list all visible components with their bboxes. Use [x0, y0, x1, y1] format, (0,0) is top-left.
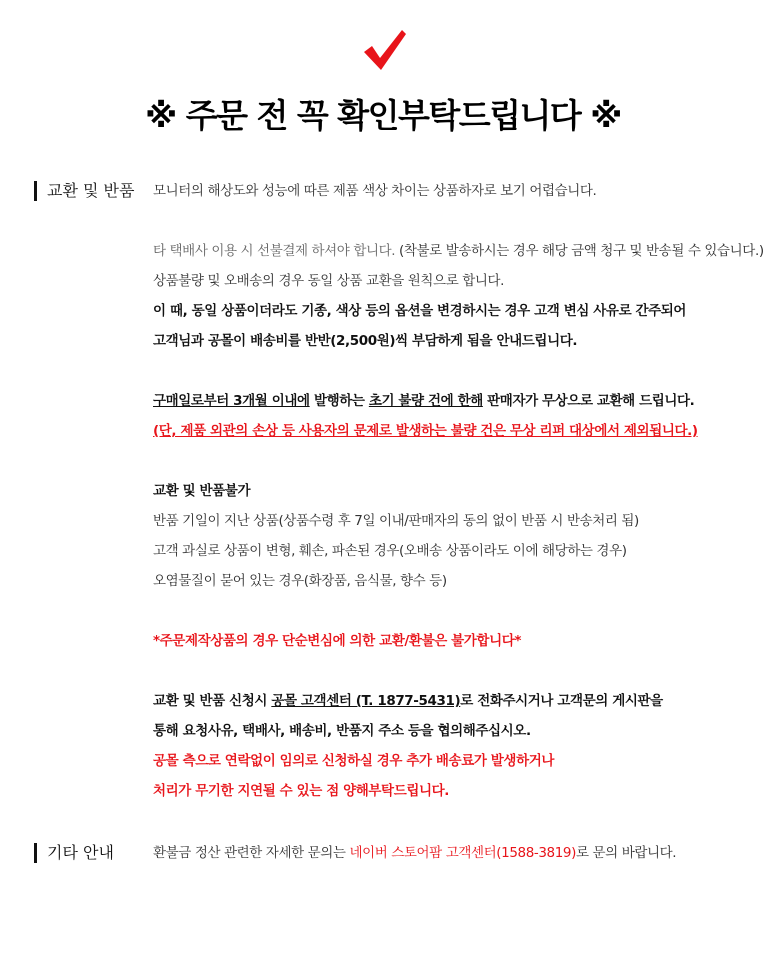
check-icon	[362, 28, 408, 74]
defect-line	[153, 386, 753, 416]
apply-intro: 교환 및 반품 신청시	[153, 693, 272, 709]
warning-line-2: 처리가 무기한 지연될 수 있는 점 양해부탁드립니다.	[153, 783, 449, 799]
exchange-content	[153, 176, 764, 806]
other-info-intro: 환불금 정산 관련한 자세한 문의는	[153, 845, 350, 861]
page-title: ※ 주문 전 꼭 확인부탁드립니다 ※	[145, 96, 621, 135]
shipping-line-2: 상품불량 및 오배송의 경우 동일 상품 교환을 원칙으로 합니다.	[153, 273, 505, 289]
defect-period: 구매일로부터 3개월 이내에	[153, 393, 310, 409]
option-line-2: 고객님과 공몰이 배송비를 반반(2,500원)씩 부담하게 됨을 안내드립니다.	[153, 333, 578, 349]
customer-center-phone: 공몰 고객센터 (T. 1877-5431)	[271, 693, 461, 709]
apply-method: 로 전화주시거나 고객문의 게시판을	[460, 693, 663, 709]
unavailable-item-1: 반품 기일이 지난 상품(상품수령 후 7일 이내/판매자의 동의 없이 반품 시 반송처리 됨)	[153, 513, 639, 529]
storefarm-customer-center: 네이버 스토어팜 고객센터(1588-3819)	[349, 845, 576, 861]
warning-line-1: 공몰 측으로 연락없이 임의로 신청하실 경우 추가 배송료가 발생하거나	[153, 753, 554, 769]
intro-text: 모니터의 해상도와 성능에 따른 제품 색상 차이는 상품하자로 보기 어렵습니다.	[153, 183, 597, 199]
other-info-outro: 로 문의 바랍니다.	[576, 845, 677, 861]
other-content	[153, 838, 753, 868]
unavailable-item-3: 오염물질이 묻어 있는 경우(화장품, 음식물, 향수 등)	[153, 573, 447, 589]
defect-connector: 발행하는	[309, 393, 369, 409]
apply-line-1	[153, 686, 753, 716]
shipping-line-1	[153, 236, 764, 266]
unavailable-item-2: 고객 과실로 상품이 변형, 훼손, 파손된 경우(오배송 상품이라도 이에 해당하는 경우)	[153, 543, 627, 559]
option-line-1: 이 때, 동일 상품이더라도 기종, 색상 등의 옵션을 변경하시는 경우 고객 변심 사유로 간주되어	[153, 303, 687, 319]
shipping-text: 타 택배사 이용 시 선불결제 하셔야 합니다.	[153, 243, 396, 259]
defect-policy: 판매자가 무상으로 교환해 드립니다.	[482, 393, 695, 409]
section-label-exchange: 교환 및 반품	[34, 181, 134, 201]
defect-scope: 초기 불량 건에 한해	[368, 393, 483, 409]
shipping-note: (착불로 발송하시는 경우 해당 금액 청구 및 반송될 수 있습니다.)	[395, 243, 764, 259]
section-label-other: 기타 안내	[34, 843, 114, 863]
defect-exclusion: (단, 제품 외관의 손상 등 사용자의 문제로 발생하는 불량 건은 무상 리퍼 대상에서 제외됩니다.)	[153, 423, 698, 439]
apply-line-2: 통해 요청사유, 택배사, 배송비, 반품지 주소 등을 협의해주십시오.	[153, 723, 531, 739]
unavailable-title: 교환 및 반품불가	[153, 483, 251, 499]
other-info-line	[153, 838, 753, 868]
custom-order-notice: *주문제작상품의 경우 단순변심에 의한 교환/환불은 불가합니다*	[153, 633, 522, 649]
